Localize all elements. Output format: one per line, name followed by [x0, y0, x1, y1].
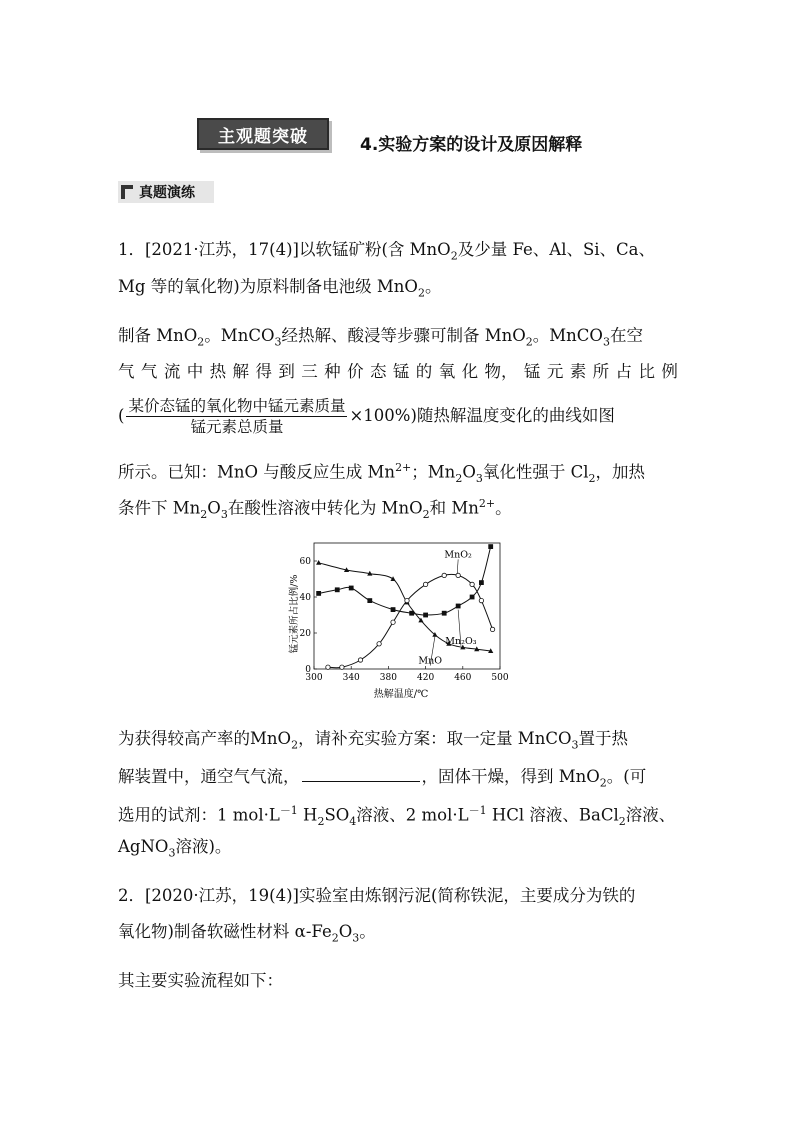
q1-p3-line-1: 为获得较高产率的MnO$_2$，请补充实验方案：取一定量 MnCO$_3$置于热 [118, 729, 628, 752]
q1-p2-line-5: 条件下 $Mn_2O_3$在酸性溶液中转化为 MnO$_2$和 $Mn^{2+}$。 [118, 497, 512, 521]
data-point-circle [479, 598, 483, 602]
data-point-circle [340, 665, 344, 669]
series-label: Mn₂O₃ [445, 635, 477, 647]
y-axis-label: 锰元素所占比例/% [289, 574, 300, 654]
q2-line-1: 2．[2020·江苏，19(4)]实验室由炼钢污泥(简称铁泥，主要成分为铁的 [118, 886, 636, 905]
q1-p2-line-3: ( $\frac{\text{某价态锰的氧化物中锰元素质量}}{\text{锰元素总质量}}$ ×100%)随热解温度变化的曲线如图 [118, 397, 615, 436]
spaced-char: 物， [484, 362, 518, 381]
section-badge: 主观题突破 [197, 118, 329, 150]
x-tick-label: 460 [454, 673, 472, 683]
answer-blank[interactable] [302, 763, 420, 782]
spaced-char: 中 [186, 362, 204, 381]
spaced-char: 解 [232, 362, 250, 381]
spaced-char: 所 [592, 362, 610, 381]
x-tick-label: 380 [379, 673, 397, 683]
data-point-square [349, 586, 354, 591]
data-point-circle [470, 582, 474, 586]
mn-oxide-ratio-chart [284, 541, 509, 701]
spaced-char: 比 [638, 362, 655, 381]
data-point-square [470, 595, 475, 600]
spaced-char: 三 [301, 362, 318, 381]
q2-line-2: 氧化物)制备软磁性材料 $\alpha-Fe_2O_3$。 [118, 922, 376, 945]
data-point-circle [456, 573, 460, 577]
subhead-label: 真题演练 [139, 185, 195, 201]
subhead-zhenti [118, 181, 214, 203]
data-point-circle [391, 620, 395, 624]
spaced-char: 气 [140, 362, 158, 381]
spaced-char: 例 [661, 362, 678, 381]
x-tick-label: 500 [491, 673, 509, 683]
data-point-square [479, 580, 484, 585]
data-point-circle [405, 598, 409, 602]
data-point-square [391, 607, 396, 612]
spaced-char: 气 [118, 362, 135, 381]
data-point-circle [326, 665, 330, 669]
data-point-square [488, 544, 493, 549]
plot-frame [314, 543, 500, 669]
data-point-circle [423, 582, 427, 586]
spaced-char: 氧 [438, 362, 456, 381]
q1-p2-line-4: 所示。已知：MnO 与酸反应生成 $Mn^{2+}$；$Mn_2O_3$氧化性强于 $Cl_2$，加热 [118, 461, 645, 485]
q1-p2-line-2 [118, 360, 678, 384]
spaced-char: 化 [461, 362, 479, 381]
x-tick-label: 300 [305, 673, 323, 683]
data-point-circle [490, 627, 494, 631]
label-leader [457, 559, 458, 573]
section-title: 4.实验方案的设计及原因解释 [360, 135, 583, 155]
mass-ratio-fraction: $\frac{\text{某价态锰的氧化物中锰元素质量}}{\text{锰元素总质量}}$ [128, 397, 346, 436]
x-axis-label: 热解温度/℃ [373, 689, 429, 700]
spaced-char: 热 [209, 362, 227, 381]
spaced-char: 锰 [392, 362, 410, 381]
data-point-circle [358, 658, 362, 662]
y-tick-label: 20 [299, 629, 311, 639]
q1-p2-line-1: 制备 MnO$_2$。MnCO$_3$经热解、酸浸等步骤可制备 MnO$_2$。MnCO$_3$在空 [118, 326, 643, 349]
spaced-char: 的 [415, 362, 433, 381]
spaced-char: 流 [163, 362, 181, 381]
x-tick-label: 340 [342, 673, 360, 683]
y-tick-label: 40 [299, 593, 311, 603]
data-point-square [367, 598, 372, 603]
spaced-char: 态 [369, 362, 387, 381]
data-point-square [442, 611, 447, 616]
spaced-char: 占 [615, 362, 633, 381]
q1-p3-line-4: AgNO$_3$溶液)。 [118, 837, 232, 860]
spaced-char: 种 [324, 362, 341, 381]
x-tick-label: 420 [417, 673, 435, 683]
data-point-circle [442, 573, 446, 577]
data-point-square [335, 587, 340, 592]
y-tick-label: 60 [299, 557, 311, 567]
data-point-square [423, 613, 428, 618]
spaced-char: 元 [546, 362, 564, 381]
spaced-char: 素 [569, 362, 587, 381]
data-point-triangle [390, 576, 395, 581]
data-point-square [316, 591, 321, 596]
spaced-char: 到 [278, 362, 295, 381]
q1-line-1: 1．[2021·江苏，17(4)]以软锰矿粉(含 MnO$_2$及少量 Fe、Al、Si、Ca、 [118, 240, 656, 263]
y-tick-label: 0 [305, 665, 311, 675]
data-point-square [409, 611, 414, 616]
data-point-circle [377, 642, 381, 646]
spaced-char: 价 [347, 362, 364, 381]
spaced-char: 锰 [523, 362, 541, 381]
spaced-char: 得 [255, 362, 272, 381]
corner-mark-icon [121, 185, 133, 199]
series-label: MnO₂ [444, 549, 472, 561]
q1-p3-line-3: 选用的试剂：1 $mol\cdot L^{-1}$ $H_2SO_4$溶液、2 $mol\cdot L^{-1}$ HCl 溶液、BaCl$_2$溶液、 [118, 804, 676, 828]
data-point-square [456, 604, 461, 609]
q2-line-3: 其主要实验流程如下： [118, 971, 283, 990]
series-label: MnO [418, 655, 443, 667]
q1-p3-line-2: 解装置中，通空气气流， ，固体干燥，得到 MnO$_2$。(可 [118, 763, 646, 795]
q1-line-2: Mg 等的氧化物)为原料制备电池级 MnO$_2$。 [118, 277, 442, 300]
